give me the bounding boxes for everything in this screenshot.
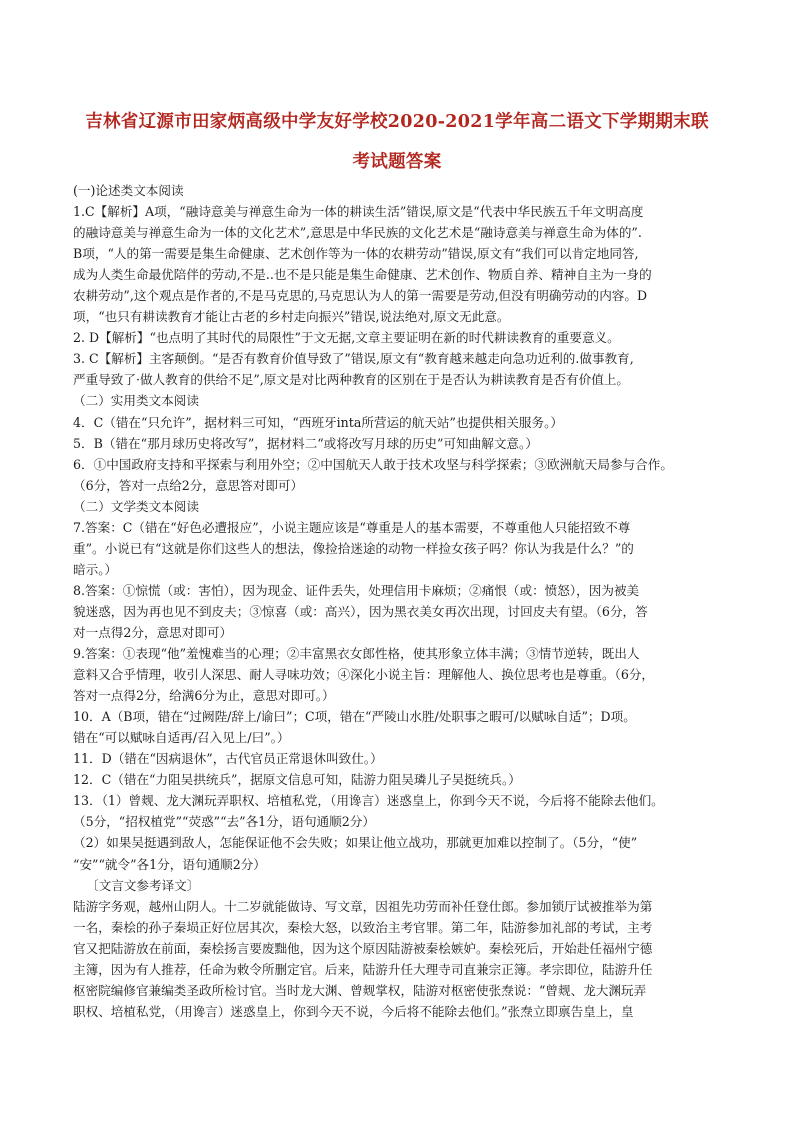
- text-line: 答对一点得2分，给满6分为止，意思对即可。）: [73, 688, 335, 704]
- text-line: 9.答案：①表现“他”羞愧难当的心理；②丰富黑衣女郎性格，使其形象立体丰满；③情节逆转，既出人: [73, 646, 640, 662]
- translation-heading: 〔文言文参考译文〕: [86, 877, 200, 893]
- text-line: 13．（1）曾觌、龙大渊玩弄职权、培植私党，（用谗言）迷惑皇上，你到今天不说，今后将不能除去他们。: [73, 793, 664, 809]
- text-line: 的融诗意美与禅意生命为一体的文化艺术”,意思是中华民族的文化艺术是“融诗意美与禅意生命为体的”.: [73, 225, 642, 241]
- text-line: 严重导致了·做人教育的供给不足”,原文是对比两种教育的区别在于是否认为耕读教育是否有价值上。: [73, 372, 629, 388]
- text-line: 1.C【解析】A项，“融诗意美与禅意生命为一体的耕读生活”错误,原文是“代表中华民族五千年文明高度: [73, 204, 644, 220]
- section-heading: (一)论述类文本阅读: [73, 183, 184, 198]
- text-line: 枢密院编修官兼编类圣政所检讨官。当时龙大渊、曾觌掌权，陆游对枢密使张焘说：“曾觌、龙大渊玩弄: [73, 982, 647, 998]
- text-line: 6．①中国政府支持和平探索与利用外空；②中国航天人敢于技术攻坚与科学探索；③欧洲航天局参与合作。: [73, 456, 673, 472]
- text-line: 12．C（错在“力阻吴拱统兵”，据原文信息可知，陆游力阻吴璘儿子吴挺统兵。）: [73, 772, 521, 788]
- section-heading: （二）文学类文本阅读: [73, 498, 199, 514]
- text-line: 3. C【解析】主客颠倒。“是否有教育价值导致了”错误,原文有“教育越来越走向急功近利的.做事教育,: [73, 351, 634, 367]
- text-line: 职权、培植私党，（用谗言）迷惑皇上，你到今天不说，今后将不能除去他们。”张焘立即禀告皇上，皇: [73, 1003, 634, 1019]
- text-line: B项，“人的第一需要是集生命健康、艺术创作等为一体的农耕劳动”错误,原文有“我们可以肯定地同答,: [73, 246, 639, 262]
- section-heading: （二）实用类文本阅读: [73, 393, 199, 409]
- text-line: 暗示。）: [73, 561, 118, 577]
- text-line: 10．A（B项，错在“过阙陛/辞上/谕曰”；C项，错在“严陵山水胜/处职事之暇可/以赋咏自适”；D项。: [73, 709, 636, 725]
- text-line: 5．B（错在“那月球历史将改写”，据材料二“或将改写月球的历史”可知曲解文意。）: [73, 435, 538, 451]
- title-line-2: 考试题答案: [352, 152, 442, 172]
- text-line: 对一点得2分，意思对即可）: [73, 624, 233, 640]
- text-line: 8.答案：①惊慌（或：害怕），因为现金、证件丢失，处理信用卡麻烦；②痛恨（或：愤怒），因为被美: [73, 582, 640, 598]
- text-line: 农耕劳动”,这个观点是作者的,不是马克思的,马克思认为人的第一需要是劳动,但没有明确劳动的内容。D: [73, 288, 648, 304]
- text-line: 主簿，因为有人推荐，任命为敕令所删定官。后来，陆游升任大理寺司直兼宗正簿。孝宗即位，陆游升任: [73, 961, 653, 977]
- text-line: 一名，秦桧的孙子秦埙正好位居其次，秦桧大怒，以致治主考官罪。第二年，陆游参加礼部的考试，主考: [73, 919, 653, 935]
- text-line: 11．D（错在“因病退休”，古代官员正常退休叫致仕。）: [73, 751, 383, 767]
- title-line-1: 吉林省辽源市田家炳高级中学友好学校2020-2021学年高二语文下学期期末联: [85, 112, 709, 132]
- text-line: 2. D【解析】“也点明了其时代的局限性”于文无据,文章主要证明在新的时代耕读教育的重要意义。: [73, 330, 620, 346]
- text-line: 4．C（错在“只允许”，据材料三可知，“西班牙inta所营运的航天站”也提供相关服务。）: [73, 414, 563, 430]
- text-line: 官又把陆游放在前面，秦桧扬言要废黜他，因为这个原因陆游被秦桧嫉妒。秦桧死后，开始赴任福州宁德: [73, 940, 653, 956]
- text-line: “安”“就令”各1分，语句通顺2分）: [73, 856, 266, 872]
- text-line: 陆游字务观，越州山阴人。十二岁就能做诗、写文章，因祖先功劳而补任登仕郎。参加锁厅试被推举为第: [73, 898, 653, 914]
- text-line: （2）如果吴挺遇到敌人，怎能保证他不会失败；如果让他立战功，那就更加难以控制了。（5分，“使”: [73, 835, 638, 851]
- text-line: 意料又合乎情理，收引人深思、耐人寻味功效；④深化小说主旨：理解他人、换位思考也是尊重。（6分，: [73, 667, 655, 683]
- text-line: 成为人类生命最优陪伴的劳动,不是..也不是只能是集生命健康、艺术创作、物质自养、精神自主为一身的: [73, 267, 652, 283]
- text-line: 项，“也只有耕读教育才能让古老的乡村走向振兴”错误,说法绝对,原文无此意。: [73, 309, 510, 325]
- answer-body: [73, 180, 727, 1022]
- text-line: （6分，答对一点给2分，意思答对即可）: [73, 477, 304, 493]
- text-line: 重”。小说已有“这就是你们这些人的想法，像捡拾迷途的动物一样捡女孩子吗？你认为我是什么？”的: [73, 540, 634, 556]
- text-line: 错在“可以赋咏自适再/召入见上/曰”。）: [73, 730, 290, 746]
- text-line: 7.答案：C（错在“好色必遭报应”，小说主题应该是“尊重是人的基本需要，不尊重他人只能招致不尊: [73, 519, 631, 535]
- text-line: 貌迷惑，因为再也见不到皮夫；③惊喜（或：高兴），因为黑衣美女再次出现，讨回皮夫有望。（6分，答: [73, 603, 648, 619]
- document-title: [70, 102, 724, 182]
- text-line: （5分，“招权植党”“荧惑”“去”各1分，语句通顺2分）: [73, 814, 375, 830]
